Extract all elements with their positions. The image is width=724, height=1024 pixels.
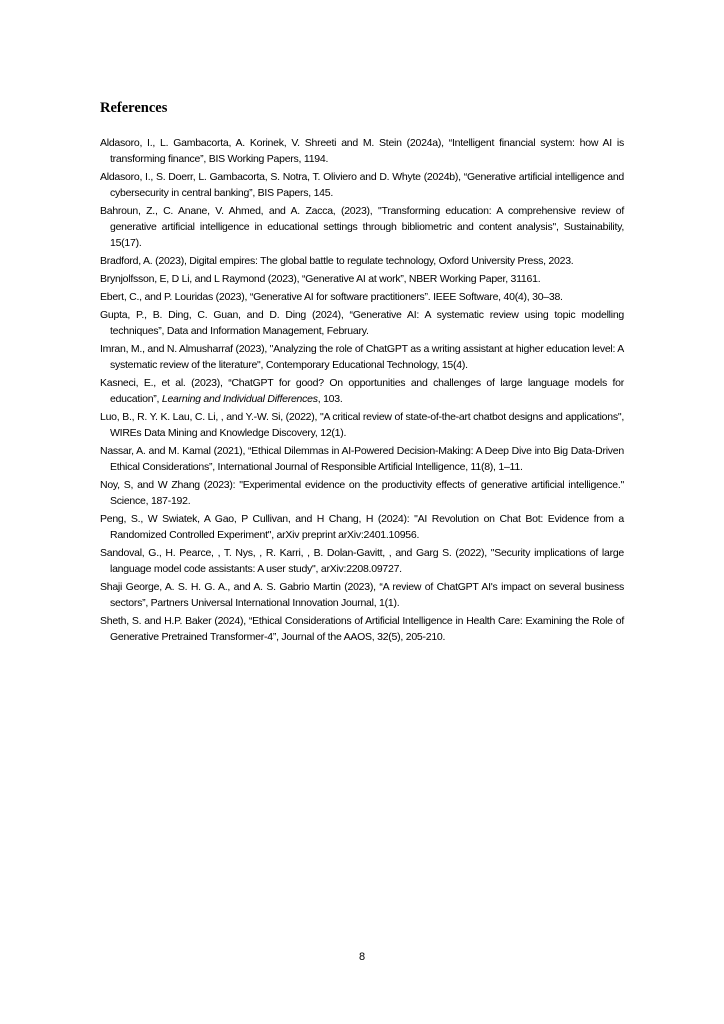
reference-item: Sheth, S. and H.P. Baker (2024), “Ethical Considerations of Artificial Intelligence in Health Care: Examining the Role of Generative Pretrained Transformer-4”, Journal of the AAOS, 32(5), 205-210.: [100, 615, 624, 643]
reference-item: Bradford, A. (2023), Digital empires: The global battle to regulate technology, Oxford University Press, 2023.: [100, 255, 574, 267]
reference-item: Ebert, C., and P. Louridas (2023), “Generative AI for software practitioners”. IEEE Software, 40(4), 30–38.: [100, 291, 563, 303]
reference-text: , 103.: [317, 393, 343, 405]
reference-list: [100, 135, 624, 647]
reference-item: Nassar, A. and M. Kamal (2021), “Ethical Dilemmas in AI-Powered Decision-Making: A Deep Dive into Big Data-Driven Ethical Considerations”, International Journal of Responsible Artificial Intelligence, 11(8), 1–11.: [100, 445, 624, 473]
reference-item: Aldasoro, I., L. Gambacorta, A. Korinek, V. Shreeti and M. Stein (2024a), “Intelligent financial system: how AI is transforming finance”, BIS Working Papers, 1194.: [100, 137, 624, 165]
journal-title-italic: Learning and Individual Differences: [161, 393, 318, 405]
reference-item: Shaji George, A. S. H. G. A., and A. S. Gabrio Martin (2023), “A review of ChatGPT AI's impact on several business sectors”, Partners Universal International Innovation Journal, 1(1).: [100, 581, 624, 609]
reference-item: Brynjolfsson, E, D Li, and L Raymond (2023), “Generative AI at work”, NBER Working Paper, 31161.: [100, 273, 541, 285]
page-number: 8: [358, 951, 366, 963]
reference-item: Peng, S., W Swiatek, A Gao, P Cullivan, and H Chang, H (2024): "AI Revolution on Chat Bot: Evidence from a Randomized Controlled Experiment", arXiv preprint arXiv:2401.10956.: [100, 513, 624, 541]
reference-item: Aldasoro, I., S. Doerr, L. Gambacorta, S. Notra, T. Oliviero and D. Whyte (2024b), “Generative artificial intelligence and cybersecurity in central banking”, BIS Papers, 145.: [100, 171, 624, 199]
reference-item: Imran, M., and N. Almusharraf (2023), "Analyzing the role of ChatGPT as a writing assistant at higher education level: A systematic review of the literature", Contemporary Educational Technology, 15(4).: [100, 343, 624, 371]
reference-item: Bahroun, Z., C. Anane, V. Ahmed, and A. Zacca, (2023), "Transforming education: A comprehensive review of generative artificial intelligence in educational settings through bibliometric and content analysis", Sustainability, 15(17).: [100, 205, 624, 249]
reference-item: Gupta, P., B. Ding, C. Guan, and D. Ding (2024), “Generative AI: A systematic review using topic modelling techniques”, Data and Information Management, February.: [100, 309, 624, 337]
reference-item: Sandoval, G., H. Pearce, , T. Nys, , R. Karri, , B. Dolan-Gavitt, , and Garg S. (2022), "Security implications of large language model code assistants: A user study", arXiv:2208.09727.: [100, 547, 624, 575]
reference-item: Noy, S, and W Zhang (2023): "Experimental evidence on the productivity effects of generative artificial intelligence." Science, 187-192.: [100, 479, 624, 507]
reference-text: Kasneci, E., et al. (2023), “ChatGPT for good? On opportunities and challenges of large language models for education”,: [100, 377, 624, 405]
reference-item: Luo, B., R. Y. K. Lau, C. Li, , and Y.-W. Si, (2022), "A critical review of state-of-the-art chatbot designs and applications", WIREs Data Mining and Knowledge Discovery, 12(1).: [100, 411, 624, 439]
reference-item: [100, 375, 624, 407]
references-heading: References: [100, 100, 168, 116]
